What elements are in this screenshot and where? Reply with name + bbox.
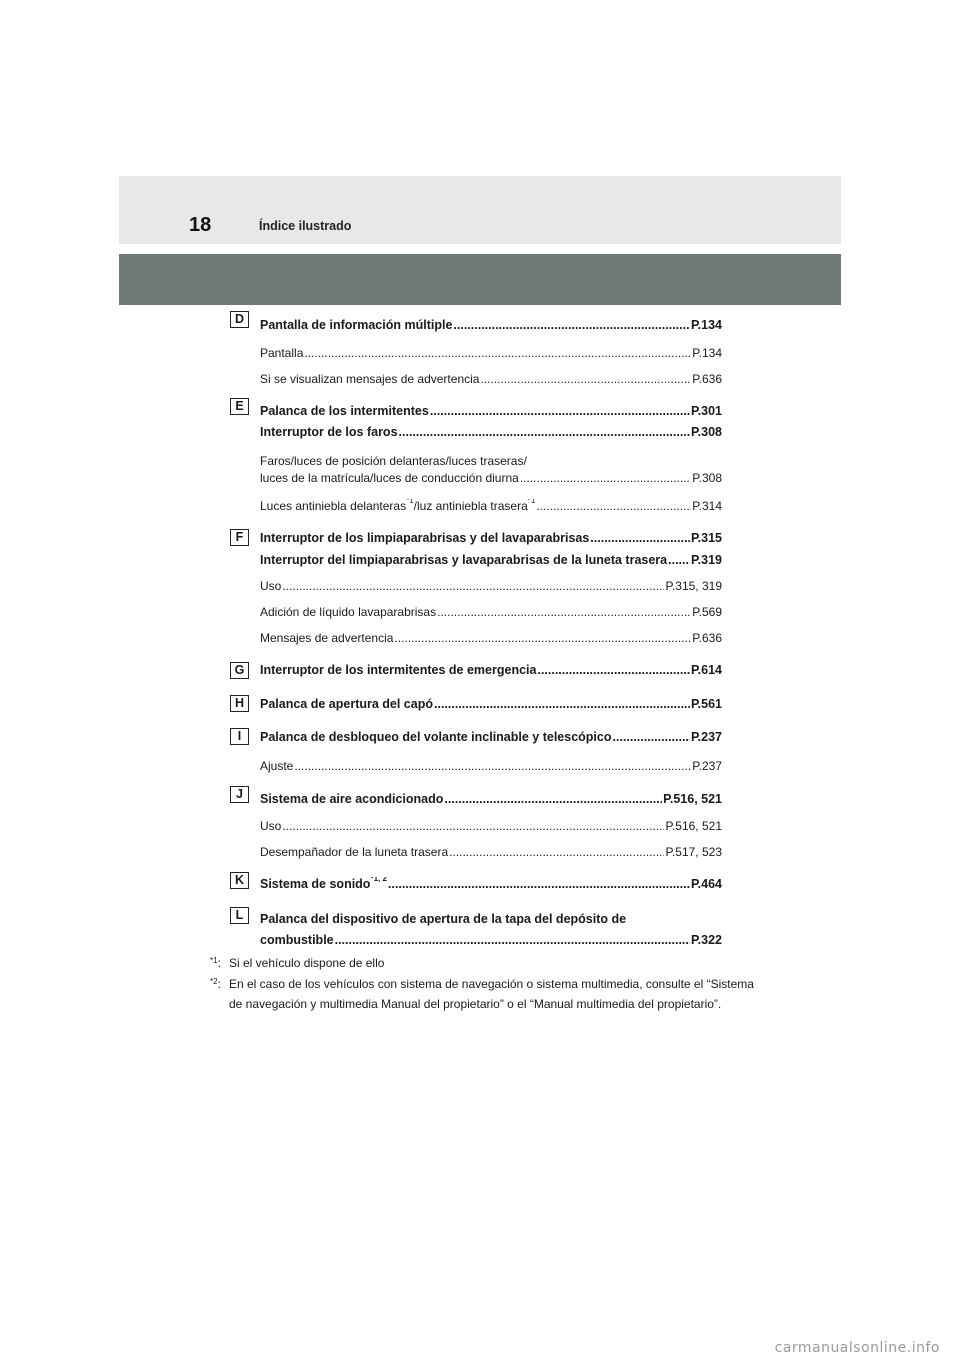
index-entry[interactable]	[260, 933, 722, 949]
page-reference[interactable]: P.301	[690, 404, 722, 418]
entry-text: Pantalla de información múltiple	[260, 318, 453, 332]
entry-text: Uso	[260, 819, 282, 833]
dot-leader	[668, 553, 690, 567]
page-reference[interactable]: P.237	[690, 730, 722, 744]
dot-leader	[282, 579, 664, 593]
footnote-text: En el caso de los vehículos con sistema de navegación o sistema multimedia, consulte el “Sistema de navegación y multimedia Manual del propietario” o el “Manual multimedia del propietario”.	[229, 977, 754, 1011]
entry-label	[260, 499, 535, 513]
index-entry[interactable]	[260, 318, 722, 334]
page-reference[interactable]: P.614	[690, 663, 722, 677]
footnote-ref: *1, 2	[370, 877, 387, 883]
entry-text: Adición de líquido lavaparabrisas	[260, 605, 437, 619]
entry-text: Interruptor de los faros	[260, 425, 398, 439]
page-reference[interactable]: P.636	[692, 631, 722, 645]
dot-leader	[294, 759, 691, 773]
entry-text: combustible	[260, 933, 334, 947]
entry-label	[260, 759, 293, 773]
index-entry[interactable]	[260, 404, 722, 420]
entry-text: Ajuste	[260, 759, 294, 773]
entry-text: /luz antiniebla trasera	[413, 499, 528, 513]
entry-label	[260, 579, 281, 593]
watermark: carmanualsonline.info	[774, 1340, 940, 1356]
page-reference[interactable]: P.322	[690, 933, 722, 947]
entry-label	[260, 912, 626, 926]
section-badge-j: J	[230, 786, 249, 803]
entry-text: Faros/luces de posición delanteras/luces traseras/	[260, 454, 527, 468]
dot-leader	[430, 404, 690, 418]
dot-leader	[613, 730, 690, 744]
index-entry[interactable]	[260, 730, 722, 746]
page-reference[interactable]: P.561	[690, 697, 722, 711]
entry-text: Si se visualizan mensajes de advertencia	[260, 372, 480, 386]
dot-leader	[394, 631, 691, 645]
footnote-ref: *1	[406, 499, 414, 505]
entry-label	[260, 372, 479, 386]
section-badge-e: E	[230, 398, 249, 415]
dot-leader	[444, 792, 662, 806]
entry-label	[260, 404, 429, 418]
index-entry[interactable]	[260, 663, 722, 679]
index-entry[interactable]	[260, 759, 722, 775]
entry-text: Luces antiniebla delanteras	[260, 499, 407, 513]
entry-label	[260, 531, 589, 545]
entry-label	[260, 454, 527, 468]
entry-text: Interruptor de los intermitentes de emergencia	[260, 663, 537, 677]
entry-text: Palanca de los intermitentes	[260, 404, 429, 418]
entry-label	[260, 631, 393, 645]
entry-label	[260, 318, 452, 332]
page-reference[interactable]: P.636	[692, 372, 722, 386]
dot-leader	[590, 531, 690, 545]
entry-text: Uso	[260, 579, 282, 593]
entry-text: Sistema de sonido	[260, 877, 371, 891]
page-reference[interactable]: P.237	[692, 759, 722, 773]
page-reference[interactable]: P.134	[690, 318, 722, 332]
section-badge-l: L	[230, 907, 249, 924]
page-reference[interactable]: P.315	[690, 531, 722, 545]
entry-label	[260, 877, 387, 891]
index-entry[interactable]	[260, 819, 722, 835]
entry-text: Interruptor de los limpiaparabrisas y del lavaparabrisas	[260, 531, 590, 545]
page-number: 18	[189, 214, 212, 236]
index-entry[interactable]	[260, 454, 722, 470]
index-entry[interactable]	[260, 553, 722, 569]
footnote-mark: $^{*2}$:	[210, 977, 221, 991]
footnote-ref: *1	[527, 499, 536, 505]
entry-label	[260, 792, 443, 806]
index-entry[interactable]	[260, 346, 722, 362]
dot-leader	[453, 318, 690, 332]
entry-text: Interruptor del limpiaparabrisas y lavaparabrisas de la luneta trasera	[260, 553, 668, 567]
entry-text: Desempañador de la luneta trasera	[260, 845, 449, 859]
dot-leader	[399, 425, 690, 439]
index-entry[interactable]	[260, 912, 722, 928]
entry-text: Palanca de desbloqueo del volante inclinable y telescópico	[260, 730, 612, 744]
footnote-mark: $^{*1}$:	[210, 956, 221, 970]
section-badge-g: G	[230, 662, 249, 679]
index-entry[interactable]	[260, 877, 722, 893]
page-reference[interactable]: P.315, 319	[665, 579, 722, 593]
entry-label	[260, 933, 334, 947]
entry-text: Sistema de aire acondicionado	[260, 792, 444, 806]
header-title: Índice ilustrado	[259, 219, 352, 233]
entry-text: luces de la matrícula/luces de conducción diurna	[260, 471, 519, 485]
section-badge-k: K	[230, 872, 249, 889]
entry-label	[260, 553, 667, 567]
dot-leader	[437, 605, 691, 619]
index-entry[interactable]	[260, 471, 722, 487]
entry-label	[260, 425, 398, 439]
index-entry[interactable]	[260, 845, 722, 861]
entry-label	[260, 819, 281, 833]
dot-leader	[520, 471, 691, 485]
dot-leader	[282, 819, 664, 833]
section-badge-d: D	[230, 311, 249, 328]
page-reference[interactable]: P.308	[692, 471, 722, 485]
entry-label	[260, 663, 536, 677]
page-reference[interactable]: P.314	[692, 499, 722, 513]
dot-leader	[480, 372, 691, 386]
dot-leader	[335, 933, 690, 947]
index-entry[interactable]	[260, 531, 722, 547]
dot-leader	[537, 663, 689, 677]
entry-text: Palanca de apertura del capó	[260, 697, 433, 711]
section-badge-i: I	[230, 728, 249, 745]
index-entry[interactable]	[260, 605, 722, 621]
entry-text: Pantalla	[260, 346, 304, 360]
index-entry[interactable]	[260, 425, 722, 441]
dot-leader	[304, 346, 691, 360]
dot-leader	[388, 877, 690, 891]
page-reference[interactable]: P.308	[690, 425, 722, 439]
section-badge-h: H	[230, 695, 249, 712]
dot-leader	[434, 697, 690, 711]
footnote-text: Si el vehículo dispone de ello	[229, 956, 385, 970]
entry-text: Mensajes de advertencia	[260, 631, 394, 645]
index-entry[interactable]	[260, 372, 722, 388]
page-reference[interactable]: P.517, 523	[665, 845, 722, 859]
page-reference[interactable]: P.516, 521	[665, 819, 722, 833]
section-badge-f: F	[230, 529, 249, 546]
index-entry[interactable]	[260, 499, 722, 515]
entry-label	[260, 730, 612, 744]
index-entry[interactable]	[260, 792, 722, 808]
entry-label	[260, 845, 448, 859]
index-entry[interactable]	[260, 697, 722, 713]
entry-label	[260, 346, 303, 360]
entry-label	[260, 471, 519, 485]
index-entry[interactable]	[260, 579, 722, 595]
entry-label	[260, 697, 433, 711]
dot-leader	[536, 499, 691, 513]
entry-text: Palanca del dispositivo de apertura de la tapa del depósito de	[260, 912, 627, 926]
page-reference[interactable]: P.516, 521	[663, 792, 722, 806]
dot-leader	[449, 845, 664, 859]
page-reference[interactable]: P.319	[690, 553, 722, 567]
index-entry[interactable]	[260, 631, 722, 647]
page-reference[interactable]: P.464	[690, 877, 722, 891]
page-reference[interactable]: P.134	[692, 346, 722, 360]
page-reference[interactable]: P.569	[692, 605, 722, 619]
entry-label	[260, 605, 436, 619]
